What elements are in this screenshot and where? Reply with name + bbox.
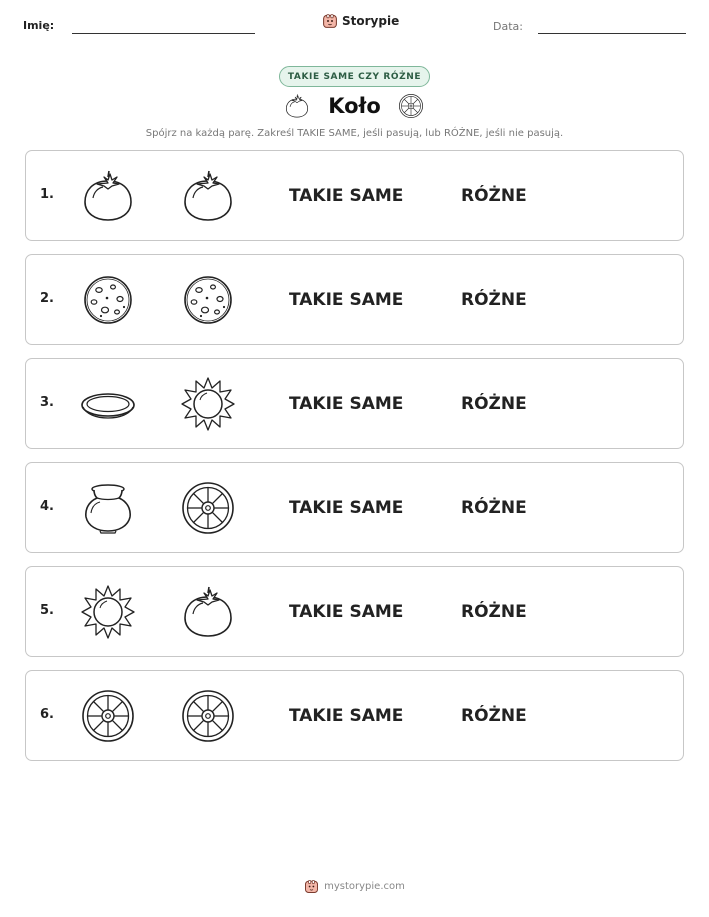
date-line[interactable] bbox=[538, 33, 686, 34]
plate-icon bbox=[80, 376, 136, 432]
brand-name: Storypie bbox=[342, 14, 400, 28]
wheel-icon bbox=[80, 688, 136, 744]
wheel-icon bbox=[398, 93, 424, 119]
option-same[interactable]: TAKIE SAME bbox=[289, 186, 404, 206]
name-label: Imię: bbox=[23, 19, 55, 32]
question-number: 3. bbox=[40, 395, 54, 410]
option-different[interactable]: RÓŻNE bbox=[461, 498, 527, 518]
question-row bbox=[25, 566, 684, 657]
option-different[interactable]: RÓŻNE bbox=[461, 706, 527, 726]
cookie-icon bbox=[80, 272, 136, 328]
name-line[interactable] bbox=[72, 33, 255, 34]
option-different[interactable]: RÓŻNE bbox=[461, 186, 527, 206]
page-title: Koło bbox=[328, 94, 381, 118]
question-number: 5. bbox=[40, 603, 54, 618]
question-number: 6. bbox=[40, 707, 54, 722]
option-different[interactable]: RÓŻNE bbox=[461, 602, 527, 622]
date-label: Data: bbox=[493, 20, 523, 33]
wheel-icon bbox=[180, 480, 236, 536]
option-same[interactable]: TAKIE SAME bbox=[289, 394, 404, 414]
tomato-icon bbox=[180, 584, 236, 640]
tomato-icon bbox=[180, 168, 236, 224]
storypie-mascot-icon bbox=[322, 13, 338, 29]
footer bbox=[0, 879, 709, 894]
question-row bbox=[25, 150, 684, 241]
instructions: Spójrz na każdą parę. Zakreśl TAKIE SAME, jeśli pasują, lub RÓŻNE, jeśli nie pasują. bbox=[145, 128, 564, 139]
option-same[interactable]: TAKIE SAME bbox=[289, 706, 404, 726]
question-row bbox=[25, 462, 684, 553]
question-row bbox=[25, 254, 684, 345]
worksheet-type-badge: TAKIE SAME CZY RÓŻNE bbox=[279, 66, 430, 87]
storypie-mascot-icon bbox=[304, 879, 319, 894]
option-different[interactable]: RÓŻNE bbox=[461, 394, 527, 414]
sun-icon bbox=[80, 584, 136, 640]
pot-icon bbox=[80, 480, 136, 536]
question-row bbox=[25, 670, 684, 761]
footer-url[interactable]: mystorypie.com bbox=[324, 881, 405, 892]
question-number: 4. bbox=[40, 499, 54, 514]
question-row bbox=[25, 358, 684, 449]
option-different[interactable]: RÓŻNE bbox=[461, 290, 527, 310]
question-number: 2. bbox=[40, 291, 54, 306]
option-same[interactable]: TAKIE SAME bbox=[289, 498, 404, 518]
wheel-icon bbox=[180, 688, 236, 744]
brand-logo bbox=[322, 13, 399, 29]
question-number: 1. bbox=[40, 187, 54, 202]
option-same[interactable]: TAKIE SAME bbox=[289, 602, 404, 622]
cookie-icon bbox=[180, 272, 236, 328]
option-same[interactable]: TAKIE SAME bbox=[289, 290, 404, 310]
sun-icon bbox=[180, 376, 236, 432]
tomato-icon bbox=[80, 168, 136, 224]
